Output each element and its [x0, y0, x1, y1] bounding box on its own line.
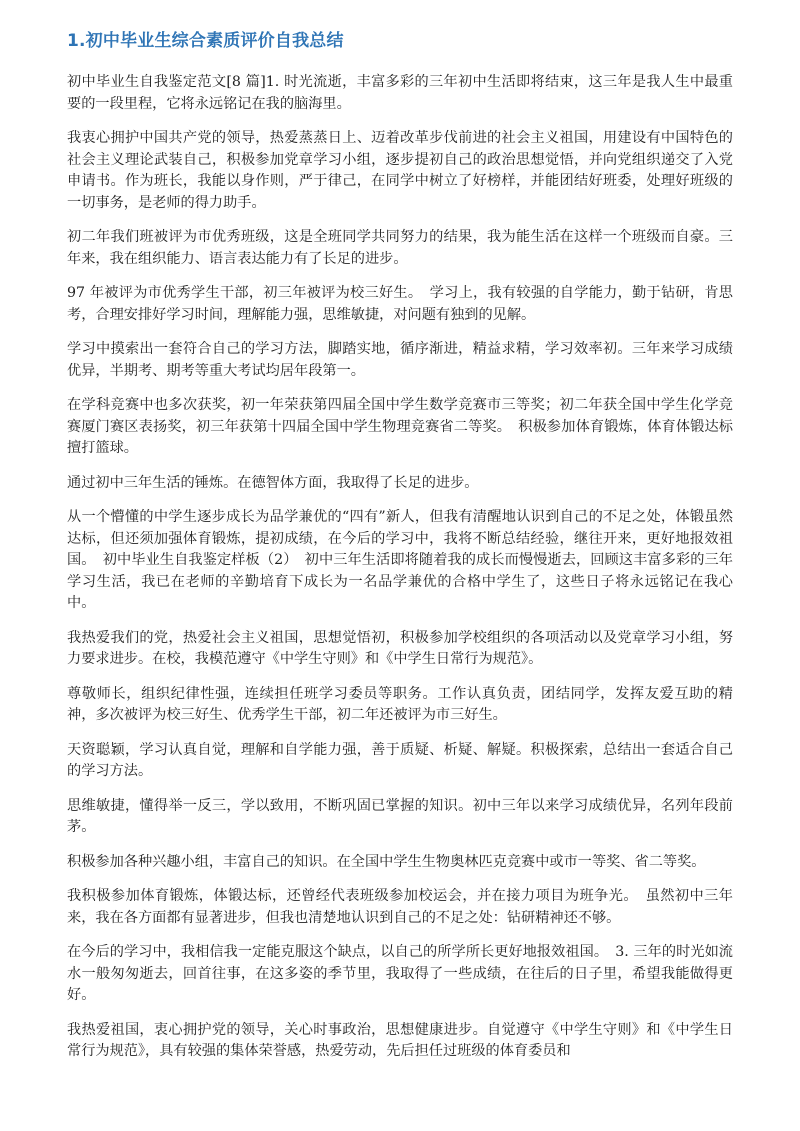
paragraph: 初二年我们班被评为市优秀班级，这是全班同学共同努力的结果，我为能生活在这样一个班级而自豪。三年来，我在组织能力、语言表达能力有了长足的进步。 [67, 229, 733, 267]
paragraph: 我积极参加体育锻炼，体锻达标，还曾经代表班级参加校运会，并在接力项目为班争光。 虽然初中三年来，我在各方面都有显著进步，但我也清楚地认识到自己的不足之处：钻研精神还不够。 [67, 888, 733, 926]
paragraph: 天资聪颖，学习认真自觉，理解和自学能力强，善于质疑、析疑、解疑。积极探索，总结出一套适合自己的学习方法。 [67, 741, 733, 779]
paragraph: 初中毕业生自我鉴定范文[8 篇]1. 时光流逝，丰富多彩的三年初中生活即将结束，这三年是我人生中最重要的一段里程，它将永远铭记在我的脑海里。 [67, 74, 733, 112]
document-body [67, 72, 733, 1076]
document-title: 1.初中毕业生综合素质评价自我总结 [67, 31, 344, 51]
paragraph: 积极参加各种兴趣小组，丰富自己的知识。在全国中学生生物奥林匹克竞赛中或市一等奖、省二等奖。 [67, 853, 706, 870]
paragraph: 我衷心拥护中国共产党的领导，热爱蒸蒸日上、迈着改革步伐前进的社会主义祖国，用建设有中国特色的社会主义理论武装自己，积极参加党章学习小组，逐步提初自己的政治思想觉悟，并向党组织递交了入党申请书。作为班长，我能以身作则，严于律己，在同学中树立了好榜样，并能团结好班委，处理好班级的一切事务，是老师的得力助手。 [67, 130, 733, 211]
paragraph: 思维敏捷，懂得举一反三，学以致用，不断巩固已掌握的知识。初中三年以来学习成绩优异，名列年段前茅。 [67, 797, 733, 835]
paragraph: 在学科竞赛中也多次获奖，初一年荣获第四届全国中学生数学竞赛市三等奖；初二年获全国中学生化学竞赛厦门赛区表扬奖，初三年获第十四届全国中学生物理竞赛省二等奖。 积极参加体育锻炼，体育体锻达标擅打篮球。 [67, 397, 733, 456]
paragraph: 我热爱祖国，衷心拥护党的领导，关心时事政治，思想健康进步。自觉遵守《中学生守则》和《中学生日常行为规范》，具有较强的集体荣誉感，热爱劳动，先后担任过班级的体育委员和 [67, 1021, 733, 1059]
paragraph: 尊敬师长，组织纪律性强，连续担任班学习委员等职务。工作认真负责，团结同学，发挥友爱互助的精神，多次被评为校三好生、优秀学生干部，初二年还被评为市三好生。 [67, 685, 733, 723]
paragraph: 通过初中三年生活的锤炼。在德智体方面，我取得了长足的进步。 [67, 474, 479, 491]
paragraph: 从一个懵懂的中学生逐步成长为品学兼优的“四有”新人，但我有清醒地认识到自己的不足之处，体锻虽然达标，但还须加强体育锻炼，提初成绩，在今后的学习中，我将不断总结经验，继往开来，更好地报效祖国。 初中毕业生自我鉴定样板（2） 初中三年生活即将随着我的成长而慢慢逝去，回顾这丰富多彩的三年学习生活，我已在老师的辛勤培育下成长为一名品学兼优的合格中学生了，这些日子将永远铭记在我心中。 [67, 509, 733, 611]
paragraph: 97 年被评为市优秀学生干部，初三年被评为校三好生。 学习上，我有较强的自学能力，勤于钻研，肯思考，合理安排好学习时间，理解能力强，思维敏捷，对问题有独到的见解。 [67, 285, 733, 323]
paragraph: 我热爱我们的党，热爱社会主义祖国，思想觉悟初，积极参加学校组织的各项活动以及党章学习小组，努力要求进步。在校，我模范遵守《中学生守则》和《中学生日常行为规范》。 [67, 629, 733, 667]
paragraph: 学习中摸索出一套符合自己的学习方法，脚踏实地，循序渐进，精益求精，学习效率初。三年来学习成绩优异，半期考、期考等重大考试均居年段第一。 [67, 341, 733, 379]
paragraph: 在今后的学习中，我相信我一定能克服这个缺点，以自己的所学所长更好地报效祖国。 3. 三年的时光如流水一般匆匆逝去，回首往事，在这多姿的季节里，我取得了一些成绩，在往后的日子里，希望我能做得更好。 [67, 944, 733, 1003]
